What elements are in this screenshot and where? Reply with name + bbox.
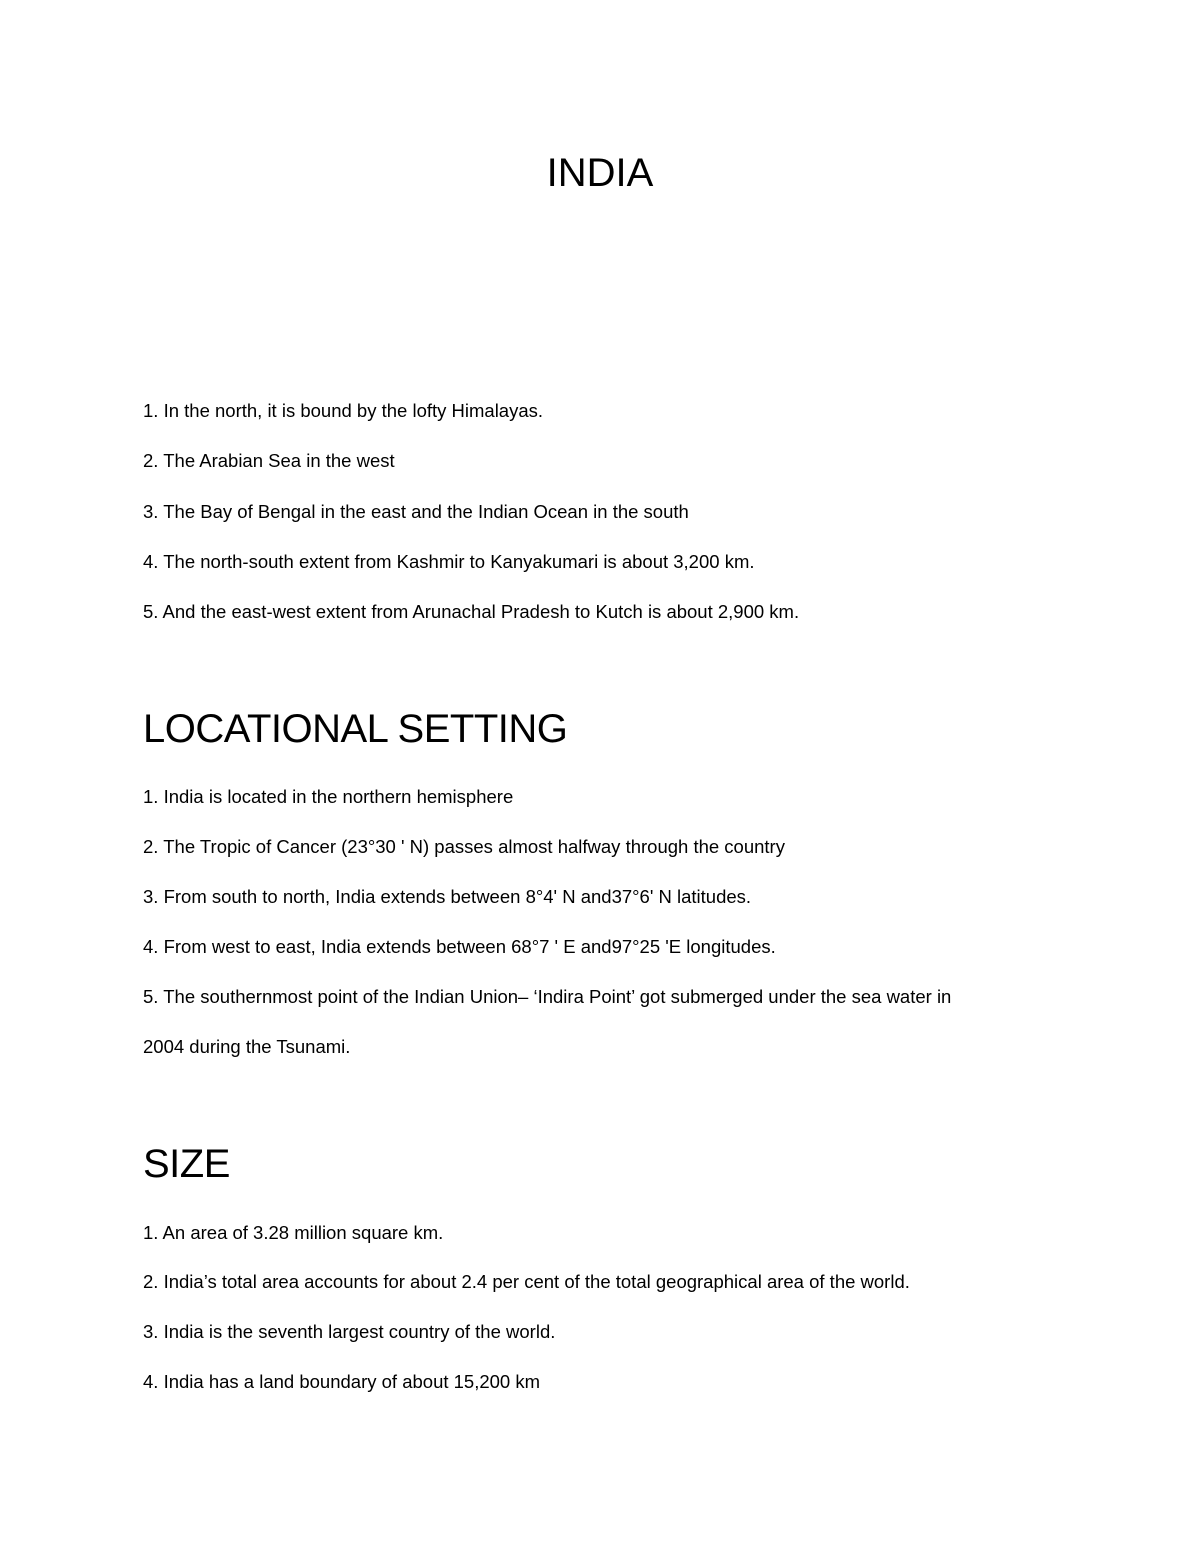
section-heading-locational-setting: LOCATIONAL SETTING	[143, 707, 568, 751]
item-text: India has a land boundary of about 15,200 km	[158, 1371, 541, 1392]
page-title: INDIA	[546, 151, 654, 195]
item-number: 1.	[143, 400, 159, 421]
item-text: From west to east, India extends between 68°7 ' E and97°25 'E longitudes.	[158, 936, 776, 957]
list-item	[143, 1369, 540, 1395]
item-number: 3.	[143, 501, 159, 522]
section-heading-size: SIZE	[143, 1142, 230, 1186]
item-text: The Tropic of Cancer (23°30 ' N) passes almost halfway through the country	[158, 836, 785, 857]
item-number: 1.	[143, 1222, 159, 1243]
item-text: And the east-west extent from Arunachal Pradesh to Kutch is about 2,900 km.	[158, 601, 800, 622]
item-number: 1.	[143, 786, 159, 807]
list-item	[143, 599, 799, 625]
item-text: The Arabian Sea in the west	[158, 450, 395, 471]
item-text: India is the seventh largest country of the world.	[158, 1321, 556, 1342]
item-number: 2.	[143, 1271, 159, 1292]
item-number: 5.	[143, 601, 159, 622]
item-number: 2.	[143, 836, 159, 857]
item-text: An area of 3.28 million square km.	[158, 1222, 444, 1243]
item-text: From south to north, India extends between 8°4' N and37°6' N latitudes.	[158, 886, 752, 907]
list-item	[143, 549, 755, 575]
list-item	[143, 834, 785, 860]
list-item	[143, 448, 395, 474]
list-item	[143, 499, 689, 525]
item-text: India is located in the northern hemisphere	[158, 786, 514, 807]
item-text: India’s total area accounts for about 2.4 per cent of the total geographical area of the world.	[158, 1271, 910, 1292]
item-number: 3.	[143, 886, 159, 907]
list-item	[143, 884, 751, 910]
list-item	[143, 398, 543, 424]
item-text: The Bay of Bengal in the east and the Indian Ocean in the south	[158, 501, 689, 522]
item-number: 3.	[143, 1321, 159, 1342]
list-item	[143, 784, 513, 810]
item-number: 4.	[143, 936, 159, 957]
item-text: The north-south extent from Kashmir to Kanyakumari is about 3,200 km.	[158, 551, 755, 572]
item-number: 5.	[143, 986, 159, 1007]
item-text: The southernmost point of the Indian Union– ‘Indira Point’ got submerged under the sea water in	[158, 986, 952, 1007]
list-item	[143, 1319, 555, 1345]
item-number: 4.	[143, 1371, 159, 1392]
list-item	[143, 934, 776, 960]
list-item	[143, 1220, 443, 1246]
item-text: In the north, it is bound by the lofty Himalayas.	[158, 400, 544, 421]
item-number: 2.	[143, 450, 159, 471]
list-item	[143, 984, 951, 1010]
list-item	[143, 1269, 910, 1295]
item-number: 4.	[143, 551, 159, 572]
list-item-continuation: 2004 during the Tsunami.	[143, 1036, 351, 1057]
